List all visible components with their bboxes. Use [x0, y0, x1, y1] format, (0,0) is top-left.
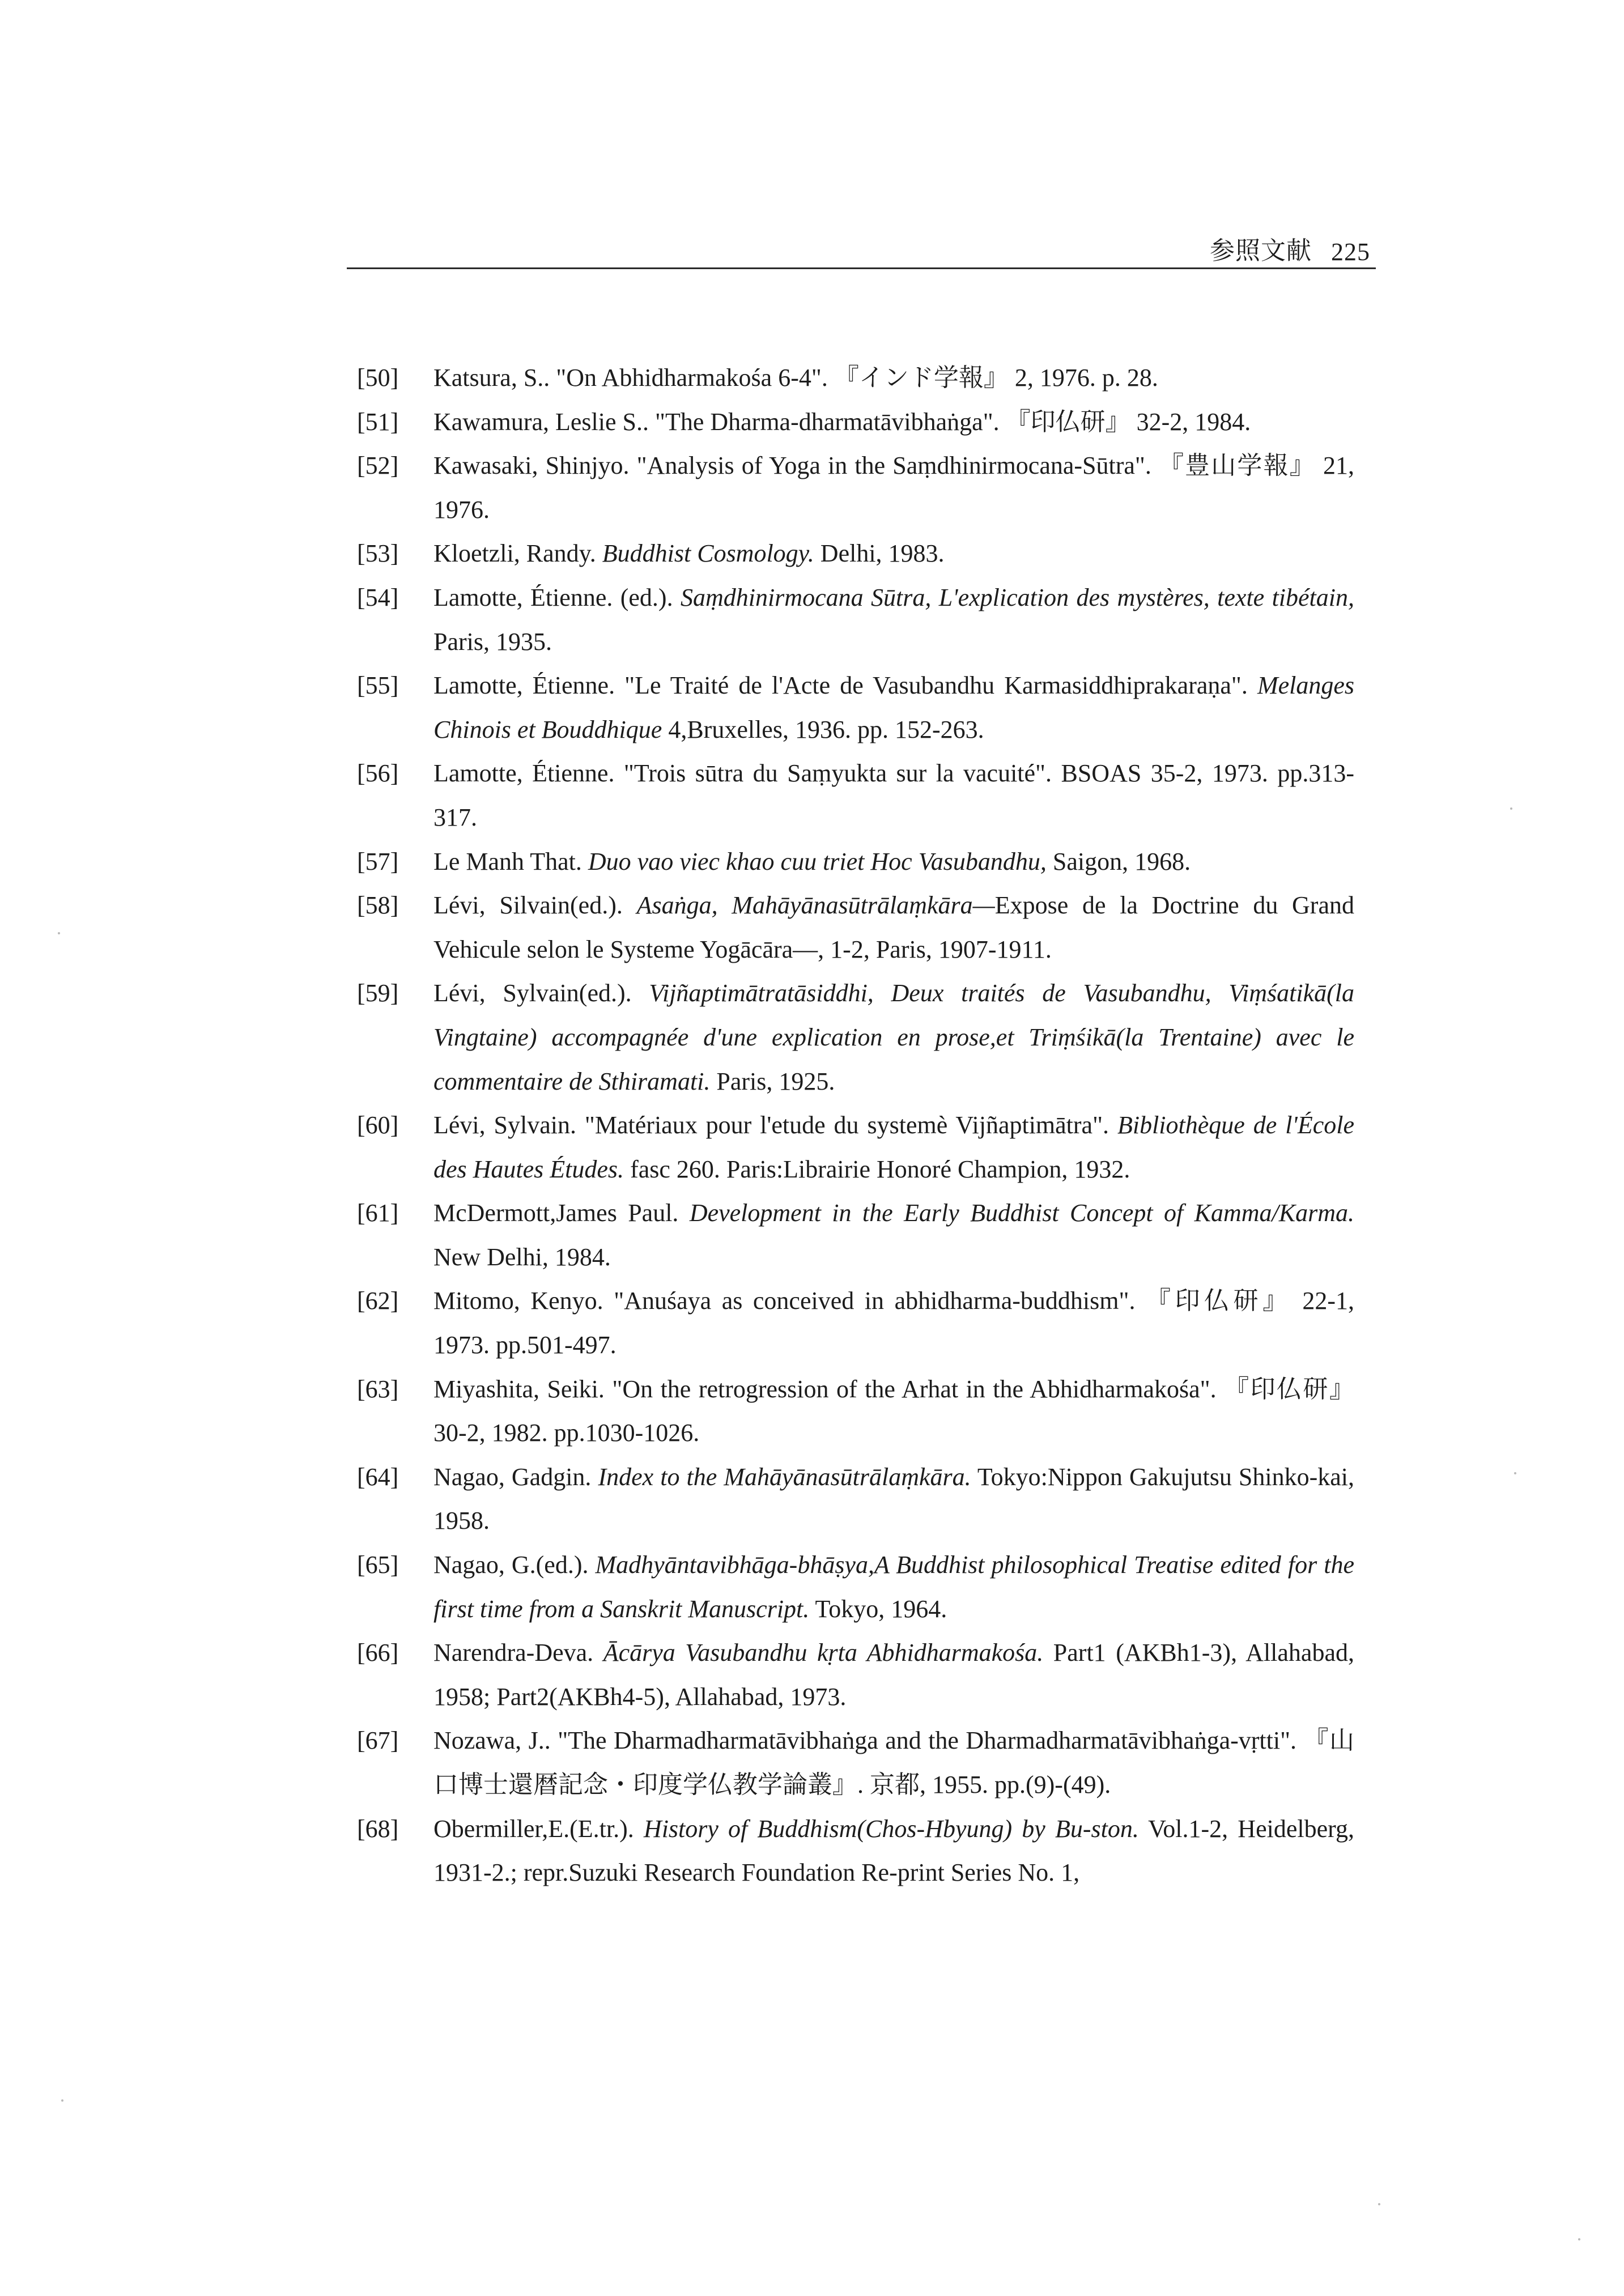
- reference-title: Saṃdhinirmocana Sūtra, L'explication des mystères, texte tibétain,: [680, 583, 1355, 611]
- reference-text: [433, 840, 1354, 884]
- reference-entry: [357, 1279, 1354, 1367]
- reference-segment: Saigon, 1968.: [1046, 847, 1191, 875]
- reference-text: [433, 1455, 1354, 1543]
- reference-text: [433, 664, 1354, 751]
- reference-text: [433, 444, 1354, 532]
- reference-entry: [357, 840, 1354, 884]
- reference-number: [62]: [357, 1287, 399, 1315]
- reference-segment: Katsura, S.. "On Abhidharmakośa 6-4". 『インド学報』 2, 1976. p. 28.: [433, 364, 1158, 392]
- reference-number: [64]: [357, 1462, 399, 1491]
- reference-entry: [357, 1807, 1354, 1895]
- reference-number: [66]: [357, 1639, 399, 1667]
- reference-title: Vijñaptimātratāsiddhi, Deux traités de Vasubandhu, Viṃśatikā(la Vingtaine) accompagnée d'une explication en prose,et Triṃśikā(la Trentaine) avec le commentaire de Sthiramati.: [433, 979, 1354, 1095]
- reference-segment: Lamotte, Étienne. "Le Traité de l'Acte de Vasubandhu Karmasiddhiprakaraṇa".: [433, 671, 1257, 700]
- reference-entry: [357, 356, 1354, 400]
- reference-segment: Paris, 1935.: [433, 627, 552, 656]
- reference-text: [433, 1103, 1354, 1191]
- reference-entry: [357, 1543, 1354, 1631]
- reference-text: [433, 1719, 1354, 1806]
- reference-number: [52]: [357, 452, 399, 480]
- reference-segment: Expose de la Doctrine du Grand Vehicule selon le Systeme Yogācāra—, 1-2, Paris, 1907-1911.: [433, 891, 1354, 963]
- reference-segment: Kloetzli, Randy.: [433, 539, 602, 568]
- reference-entry: [357, 971, 1354, 1103]
- reference-segment: 4,Bruxelles, 1936. pp. 152-263.: [662, 715, 984, 743]
- reference-title: Melanges Chinois et Bouddhique: [433, 671, 1354, 743]
- reference-number: [63]: [357, 1375, 399, 1403]
- reference-entry: [357, 664, 1354, 751]
- reference-entry: [357, 1719, 1354, 1806]
- reference-segment: Delhi, 1983.: [814, 539, 945, 568]
- reference-segment: Lamotte, Étienne. (ed.).: [433, 583, 681, 611]
- reference-text: [433, 1807, 1354, 1895]
- reference-segment: McDermott,James Paul.: [433, 1199, 690, 1227]
- reference-text: [433, 1191, 1354, 1279]
- reference-segment: Lamotte, Étienne. "Trois sūtra du Saṃyukta sur la vacuité". BSOAS 35-2, 1973. pp.313-317.: [433, 759, 1354, 831]
- reference-number: [67]: [357, 1727, 399, 1755]
- reference-entry: [357, 883, 1354, 971]
- reference-segment: Nagao, Gadgin.: [433, 1462, 598, 1491]
- reference-number: [57]: [357, 847, 399, 875]
- reference-segment: Kawasaki, Shinjyo. "Analysis of Yoga in the Saṃdhinirmocana-Sūtra". 『豊山学報』 21, 1976.: [433, 452, 1354, 524]
- reference-title: Buddhist Cosmology.: [602, 539, 814, 568]
- reference-segment: Le Manh That.: [433, 847, 588, 875]
- reference-segment: Narendra-Deva.: [433, 1639, 603, 1667]
- reference-number: [60]: [357, 1111, 399, 1140]
- reference-text: [433, 356, 1354, 400]
- running-header: [350, 237, 1370, 266]
- reference-title: Bibliothèque de l'École des Hautes Études.: [433, 1111, 1354, 1183]
- reference-text: [433, 400, 1354, 444]
- reference-text: [433, 1279, 1354, 1367]
- reference-segment: Kawamura, Leslie S.. "The Dharma-dharmatāvibhaṅga". 『印仏研』 32-2, 1984.: [433, 407, 1251, 436]
- reference-entry: [357, 751, 1354, 839]
- reference-number: [61]: [357, 1199, 399, 1227]
- reference-text: [433, 971, 1354, 1103]
- page-number: 225: [1331, 238, 1370, 266]
- reference-number: [56]: [357, 759, 399, 788]
- reference-title: Asaṅga, Mahāyānasūtrālaṃkāra—: [636, 891, 995, 920]
- reference-number: [59]: [357, 979, 399, 1007]
- reference-entry: [357, 1455, 1354, 1543]
- reference-number: [54]: [357, 583, 399, 611]
- reference-segment: Nozawa, J.. "The Dharmadharmatāvibhaṅga and the Dharmadharmatāvibhaṅga-vṛtti". 『山口博士還暦記念・印度学仏教学論叢』. 京都, 1955. pp.(9)-(49).: [433, 1727, 1354, 1798]
- reference-text: [433, 1367, 1354, 1455]
- reference-segment: Lévi, Silvain(ed.).: [433, 891, 637, 920]
- reference-segment: Lévi, Sylvain. "Matériaux pour l'etude du systemè Vijñaptimātra".: [433, 1111, 1117, 1140]
- reference-entry: [357, 1367, 1354, 1455]
- header-rule: [347, 267, 1376, 269]
- reference-segment: Tokyo:Nippon Gakujutsu Shinko-kai, 1958.: [433, 1462, 1354, 1535]
- reference-segment: Mitomo, Kenyo. "Anuśaya as conceived in abhidharma-buddhism". 『印仏研』 22-1, 1973. pp.501-497.: [433, 1287, 1354, 1359]
- reference-list: [357, 356, 1354, 1895]
- reference-segment: Paris, 1925.: [710, 1067, 835, 1095]
- reference-segment: Lévi, Sylvain(ed.).: [433, 979, 649, 1007]
- reference-title: History of Buddhism(Chos-Hbyung) by Bu-ston.: [643, 1814, 1139, 1843]
- reference-number: [68]: [357, 1814, 399, 1843]
- reference-text: [433, 1631, 1354, 1719]
- reference-text: [433, 1543, 1354, 1631]
- reference-segment: Tokyo, 1964.: [809, 1595, 947, 1623]
- reference-text: [433, 751, 1354, 839]
- reference-title: Madhyāntavibhāga-bhāṣya,A Buddhist philosophical Treatise edited for the first time from a Sanskrit Manuscript.: [433, 1551, 1354, 1623]
- reference-text: [433, 883, 1354, 971]
- reference-entry: [357, 1191, 1354, 1279]
- reference-segment: Miyashita, Seiki. "On the retrogression of the Arhat in the Abhidharmakośa". 『印仏研』 30-2, 1982. pp.1030-1026.: [433, 1375, 1354, 1447]
- reference-title: Duo vao viec khao cuu triet Hoc Vasubandhu,: [588, 847, 1047, 875]
- reference-title: Development in the Early Buddhist Concept of Kamma/Karma.: [689, 1199, 1354, 1227]
- reference-segment: New Delhi, 1984.: [433, 1243, 611, 1271]
- reference-text: [433, 532, 1354, 576]
- reference-segment: Vol.1-2, Heidelberg, 1931-2.; repr.Suzuki Research Foundation Re-print Series No. 1,: [433, 1814, 1354, 1887]
- reference-segment: Obermiller,E.(E.tr.).: [433, 1814, 644, 1843]
- reference-number: [58]: [357, 891, 399, 920]
- reference-title: Ācārya Vasubandhu kṛta Abhidharmakośa.: [603, 1639, 1044, 1667]
- reference-entry: [357, 1631, 1354, 1719]
- reference-segment: Nagao, G.(ed.).: [433, 1551, 596, 1579]
- reference-entry: [357, 532, 1354, 576]
- reference-entry: [357, 1103, 1354, 1191]
- reference-entry: [357, 576, 1354, 664]
- reference-number: [53]: [357, 539, 399, 568]
- reference-number: [65]: [357, 1551, 399, 1579]
- reference-entry: [357, 400, 1354, 444]
- reference-number: [51]: [357, 407, 399, 436]
- running-header-title: 参照文献: [1210, 237, 1312, 265]
- reference-entry: [357, 444, 1354, 532]
- reference-segment: fasc 260. Paris:Librairie Honoré Champion, 1932.: [624, 1155, 1130, 1183]
- reference-number: [50]: [357, 364, 399, 392]
- reference-text: [433, 576, 1354, 664]
- reference-segment: Part1 (AKBh1-3), Allahabad, 1958; Part2(AKBh4-5), Allahabad, 1973.: [433, 1639, 1354, 1711]
- reference-title: Index to the Mahāyānasūtrālaṃkāra.: [598, 1462, 971, 1491]
- reference-number: [55]: [357, 671, 399, 700]
